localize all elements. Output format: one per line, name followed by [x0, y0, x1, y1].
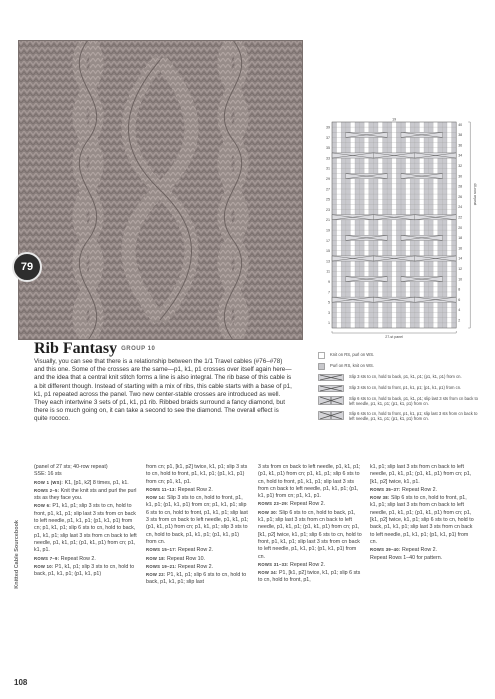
row-text: P1, k1, p1; slip 3 sts to cn, hold to front, p1, k1, p1; slip last 3 sts from cn back to left needle, p1, k1, p1; (p1, k1, p1) from cn; p1, k1, p1; slip 6 sts to cn, hold to back, p1, k1, p1; slip last 3 sts from cn back to left needle, p1, k1, p1; (p1, k1, p1) from cn; p1, k1, p1.	[34, 503, 137, 554]
row-label: ROW 18:	[146, 555, 168, 561]
row-text: Repeat Row 2.	[290, 561, 326, 568]
pattern-number-badge: 79	[12, 252, 42, 282]
row-text: Repeat Row 2.	[178, 563, 214, 570]
row-text: P1, [k1, p2] twice, k1, p1; slip 6 sts to cn, hold to front, p1,	[258, 570, 361, 584]
row-text: k1, p1; slip last 3 sts from cn back to left needle, p1, k1, p1; (p1, k1, p1) from cn; p1, [k1, p2] twice, k1, p1.	[370, 464, 472, 485]
row-number: 28	[458, 184, 463, 189]
row-label: ROWS 31–33:	[258, 561, 290, 567]
row-number: 9	[328, 279, 330, 284]
row-number: 7	[328, 290, 330, 295]
legend-text: Slip 6 sts to cn, hold to front, p1, k1, p1; slip last 3 sts from cn back to left needle, p1, k1, p1; (p1, k1, p1) from cn.	[349, 410, 478, 422]
row-number: 40	[458, 122, 463, 127]
row-label: ROW 38:	[370, 495, 392, 501]
row-label: ROWS 2–5:	[34, 487, 61, 493]
row-text: K1, [p1, k2] 8 times, p1, k1.	[64, 479, 129, 486]
instruction-row	[34, 502, 138, 554]
row-number: 5	[328, 300, 330, 305]
instructions-column-4	[370, 464, 474, 587]
running-head	[14, 520, 24, 630]
front-center-cross-icon	[318, 411, 344, 420]
row-number: 11	[326, 269, 330, 274]
legend-item-front-center-cross	[318, 411, 483, 422]
instruction-row	[258, 509, 362, 561]
book-title: Knitted Cable Sourcebook	[14, 520, 20, 589]
row-number: 12	[458, 267, 463, 271]
row-text: Repeat Row 10.	[167, 555, 205, 562]
group-label: GROUP 10	[121, 346, 156, 353]
intro-paragraph: Visually, you can see that there is a relationship between the 1/1 Travel cables (#76–#78) and this one. Some of the crosses are the same—p1, k1, p1 crosses over itself again here—and the idea that a central knit stitch forms a line is also integral. The rib base of this cable is a bit different though. Instead of starting with a mix of ribs, this cable starts with a base of p1, k1, p1 repeated across the panel. Two new center-stable crosses are introduced as well. They each intertwine 3 sets of p1, k1, p1 rib. Ribbed braids surround a fancy diamond, but there is so much going on, it can take a second to see the diamond. The overall effect is quite rococo.	[34, 358, 292, 423]
row-number: 8	[458, 287, 461, 292]
purl-swatch-icon	[318, 363, 325, 370]
row-label: ROW 10:	[34, 563, 56, 569]
row-number: 26	[458, 194, 463, 199]
instruction-row	[146, 555, 250, 563]
instructions-column-2	[146, 464, 250, 587]
row-label: ROWS 39–40:	[370, 547, 402, 553]
row-text: Repeat Row 2.	[177, 486, 213, 493]
row-number: 31	[326, 166, 330, 171]
row-label: ROW 30:	[258, 509, 280, 515]
row-number: 27	[326, 187, 330, 192]
row-label: ROW 14:	[146, 495, 168, 501]
panel-bracket	[332, 331, 456, 333]
row-number: 19	[326, 228, 330, 233]
row-label: ROWS 19–21:	[146, 563, 178, 569]
row-number: 23	[326, 207, 330, 212]
legend-text: Slip 6 sts to cn, hold to back, p1, k1, p1; slip last 3 sts from cn back to left needle, p1, k1, p1; (p1, k1, p1) from cn.	[349, 396, 478, 407]
row-text: (panel of 27 sts; 40-row repeat)	[34, 464, 108, 470]
row-number: 2	[458, 318, 461, 323]
row-label: ROWS 35–37:	[370, 486, 402, 492]
row-number: 33	[326, 156, 330, 161]
panel-label: 27-st panel	[385, 335, 403, 339]
row-number: 3	[328, 310, 330, 315]
instruction-row	[146, 464, 250, 486]
instruction-row	[370, 464, 474, 486]
row-label: ROW 1 (WS):	[34, 479, 65, 485]
row-number: 15	[326, 249, 330, 254]
swatch-photo	[18, 40, 303, 340]
knit-swatch-icon	[318, 352, 325, 359]
legend-item-back-center-cross	[318, 396, 483, 407]
back-cross-icon	[318, 374, 344, 381]
row-label: ROWS 7–9:	[34, 555, 61, 561]
row-number: 39	[326, 125, 330, 130]
row-text: SSE: 16 sts	[34, 471, 62, 478]
instruction-row	[370, 546, 474, 554]
row-number: 16	[458, 246, 463, 251]
legend-item-purl	[318, 363, 483, 370]
instruction-row	[370, 494, 474, 546]
instruction-row	[34, 479, 138, 487]
row-label: ROW 34:	[258, 570, 280, 576]
instruction-row	[34, 464, 138, 471]
row-text: P1, k1, p1; slip 3 sts to cn, hold to back, p1, k1, p1; (p1, k1, p1)	[34, 563, 135, 578]
row-text: Knit the knit sts and purl the purl sts as they face you.	[34, 487, 137, 502]
row-label: ROWS 23–29:	[258, 501, 290, 507]
row-text: Repeat Row 2.	[402, 486, 438, 493]
row-text: 3 sts from cn back to left needle, p1, k1, p1; (p1, k1, p1) from cn; p1, k1, p1; slip 6 sts to cn, hold to front, p1, k1, p1; slip last 3 sts from cn back to left needle, p1, k1, p1; (p1, k1, p1) from cn; p1, k1, p1.	[258, 464, 361, 500]
row-label: ROW 22:	[146, 572, 168, 578]
row-number: 29	[326, 176, 330, 181]
page-number: 108	[14, 678, 28, 687]
row-number: 35	[326, 146, 330, 151]
row-number: 32	[458, 164, 463, 168]
row-number: 36	[458, 143, 463, 148]
row-label: ROWS 11–13:	[146, 486, 178, 492]
row-number: 10	[458, 277, 463, 282]
legend-text: Slip 3 sts to cn, hold to front, p1, k1, p1; (p1, k1, p1) from cn.	[349, 385, 462, 390]
row-number: 13	[326, 259, 330, 264]
instructions-column-1	[34, 464, 138, 587]
stitch-chart	[318, 116, 483, 351]
instruction-row	[258, 569, 362, 585]
row-label: ROWS 15–17:	[146, 547, 178, 553]
row-number: 1	[328, 321, 330, 326]
row-text: Slip 6 sts to cn, hold to back, p1, k1, p1; slip last 3 sts from cn back to left needle, p1, k1, p1; (p1, k1, p1) from cn; p1, [k1, p2] twice, k1, p1; slip 6 sts to cn, hold to front, p1, k1, p1; slip last 3 sts from cn back to left needle, p1, k1, p1; (p1, k1, p1) from cn.	[258, 509, 362, 560]
row-number: 20	[458, 225, 463, 230]
row-number: 17	[326, 238, 330, 243]
legend-item-back-cross	[318, 374, 483, 381]
repeat-label: 40-row repeat	[473, 183, 478, 206]
pattern-title	[34, 340, 155, 358]
row-number: 25	[326, 197, 330, 202]
instruction-row	[146, 563, 250, 571]
legend-item-front-cross	[318, 385, 483, 392]
chart-legend	[318, 352, 483, 426]
legend-item-knit	[318, 352, 483, 359]
row-text: P1, k1, p1; slip 6 sts to cn, hold to back, p1, k1, p1; slip last	[146, 572, 247, 586]
row-text: Repeat Row 2.	[60, 555, 96, 562]
row-number: 21	[326, 218, 330, 223]
instruction-row	[370, 555, 474, 562]
row-number: 18	[458, 236, 463, 241]
instruction-row	[34, 471, 138, 478]
row-text: Slip 3 sts to cn, hold to front, p1, k1, p1; (p1, k1, p1) from cn; p1, k1, p1; slip 6 sts to cn, hold to front, p1, k1, p1; slip last 3 sts from cn back to left needle, p1, k1, p1; (p1, k1, p1) from cn; p1, k1, p1; slip 3 sts to cn, hold to back, p1, k1, p1; (p1, k1, p1) from cn.	[146, 495, 249, 545]
legend-text: Purl on RS, knit on WS.	[330, 363, 374, 368]
row-number: 24	[458, 205, 463, 210]
row-number: 34	[458, 153, 463, 158]
instruction-row	[34, 555, 138, 563]
back-center-cross-icon	[318, 396, 344, 405]
instructions	[34, 464, 476, 587]
instruction-row	[146, 494, 250, 546]
row-text: Repeat Row 2.	[178, 547, 214, 554]
row-number: 6	[458, 297, 461, 302]
instructions-column-3	[258, 464, 362, 587]
row-text: Repeat Rows 1–40 for pattern.	[370, 554, 443, 561]
repeat-bracket	[468, 122, 470, 328]
instruction-row	[34, 563, 138, 579]
row-number: 22	[458, 215, 463, 220]
row-number: 14	[458, 256, 463, 261]
row-text: Repeat Row 2.	[290, 501, 326, 508]
instruction-row	[146, 571, 250, 587]
row-number: 30	[458, 174, 463, 179]
row-number: 37	[326, 135, 330, 140]
title-text: Rib Fantasy	[34, 340, 118, 357]
instruction-row	[146, 546, 250, 554]
instruction-row	[258, 500, 362, 508]
instruction-row	[146, 486, 250, 494]
legend-text: Knit on RS, purl on WS.	[330, 352, 375, 357]
row-number: 38	[458, 133, 463, 138]
legend-text: Slip 3 sts to cn, hold to back, p1, k1, p1; (p1, k1, p1) from cn.	[349, 374, 462, 379]
instruction-row	[370, 486, 474, 494]
row-label: ROW 6:	[34, 503, 53, 509]
front-cross-icon	[318, 385, 344, 392]
instruction-row	[258, 561, 362, 569]
instruction-row	[34, 487, 138, 503]
instruction-row	[258, 464, 362, 500]
row-text: Slip 6 sts to cn, hold to front, p1, k1, p1; slip last 3 sts from cn back to left needle, p1, k1, p1; (p1, k1, p1) from cn; p1, [k1, p2] twice, k1, p1; slip 6 sts to cn, hold to back, p1, k1, p1; slip last 3 sts from cn back to left needle, p1, k1, p1; (p1, k1, p1) from cn.	[370, 495, 474, 545]
row-text: Repeat Row 2.	[402, 547, 438, 554]
row-number: 4	[458, 308, 461, 313]
row-text: from cn; p1, [k1, p2] twice, k1, p1; slip 3 sts to cn, hold to front, p1, k1, p1; (p1, k1, p1) from cn; p1, k1, p1.	[146, 464, 248, 485]
chart-top-mark: 19	[392, 117, 397, 122]
